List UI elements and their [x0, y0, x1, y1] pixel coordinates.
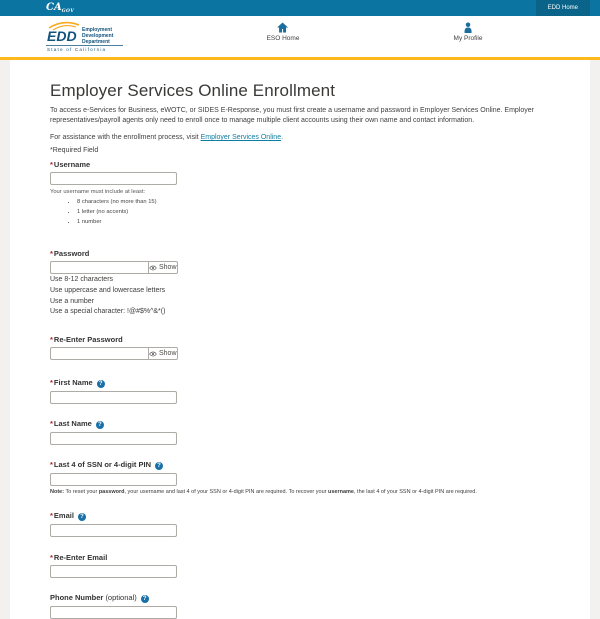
edd-logo[interactable]: [45, 21, 125, 58]
ssn-pin-group: [50, 460, 550, 496]
help-icon[interactable]: ?: [97, 380, 105, 388]
help-icon[interactable]: ?: [141, 595, 149, 603]
first-name-input[interactable]: [50, 391, 177, 404]
phone-label: [50, 593, 550, 603]
svg-text:Department: Department: [82, 39, 110, 45]
phone-optional-suffix: (optional): [105, 593, 137, 603]
intro-text: To access e-Services for Business, eWOTC, or SIDES E-Response, you must first create a username and password in Employer Services Online. Employer representatives/payroll agents only need to enroll once to manage multiple client accounts using their own name and contact information.: [50, 107, 534, 124]
show-reenter-password-label: Show: [159, 350, 177, 358]
last-name-label: [50, 419, 550, 429]
required-asterisk: *: [50, 511, 53, 521]
help-icon[interactable]: ?: [155, 462, 163, 470]
password-label: [50, 249, 550, 258]
ca-gov-logo-sub: GOV: [61, 9, 75, 14]
required-asterisk: *: [50, 378, 53, 388]
ssn-note-part: , the last 4 of your SSN or 4-digit PIN are required.: [354, 489, 477, 496]
nav-my-profile-label: My Profile: [453, 35, 483, 42]
username-label-text: Username: [53, 160, 91, 169]
username-input[interactable]: [50, 172, 177, 185]
eye-icon: [149, 351, 157, 357]
phone-input[interactable]: [50, 606, 177, 619]
nav-eso-home[interactable]: [267, 22, 300, 42]
home-icon: [277, 22, 289, 33]
ssn-pin-label: [50, 460, 550, 470]
ssn-note-part: , your username and last 4 of your SSN or 4-digit PIN are required. To recover your: [124, 489, 328, 496]
password-label-text: Password: [53, 249, 90, 258]
required-asterisk: *: [50, 249, 53, 258]
required-field-note: *Required Field: [50, 147, 99, 154]
svg-text:Employment: Employment: [82, 27, 113, 33]
reenter-email-group: [50, 553, 550, 578]
ssn-pin-note: [50, 489, 550, 496]
password-rule: Use 8-12 characters: [50, 276, 114, 283]
first-name-label-text: First Name: [53, 378, 93, 388]
assistance-text: [50, 133, 550, 142]
password-input-wrap: [50, 261, 177, 274]
username-rules-title: Your username must include at least:: [50, 189, 146, 195]
last-name-label-text: Last Name: [53, 419, 92, 429]
email-label: [50, 511, 550, 521]
show-password-button[interactable]: [148, 261, 178, 274]
password-group: [50, 249, 550, 317]
password-rule: Use a special character: !@#$%^&*(): [50, 308, 166, 316]
edd-home-link-label: EDD Home: [547, 5, 578, 11]
ssn-note-part: Note:: [50, 489, 65, 496]
username-rule: • 8 characters (no more than 15): [77, 198, 550, 207]
required-asterisk: *: [50, 460, 53, 470]
last-name-group: [50, 419, 550, 445]
page-title: Employer Services Online Enrollment: [50, 81, 336, 100]
ssn-note-part: password: [98, 489, 125, 496]
assistance-prefix: For assistance with the enrollment process, visit: [50, 134, 201, 141]
username-group: [50, 160, 550, 227]
reenter-password-label: [50, 335, 550, 344]
nav-eso-home-label: ESO Home: [266, 35, 300, 42]
edd-home-link[interactable]: [536, 0, 590, 16]
svg-text:Development: Development: [82, 33, 114, 39]
site-header: [0, 16, 600, 57]
edd-logo-graphic: [45, 21, 125, 53]
reenter-password-input[interactable]: [50, 347, 148, 360]
svg-text:State of California: State of California: [47, 47, 107, 52]
reenter-email-label: [50, 553, 550, 562]
required-asterisk: *: [50, 419, 53, 429]
ssn-pin-input[interactable]: [50, 473, 177, 486]
required-asterisk: *: [50, 553, 53, 563]
password-rules: [50, 276, 550, 317]
phone-group: [50, 593, 550, 619]
username-label: [50, 160, 550, 169]
username-rule: • 1 number: [77, 218, 550, 227]
employer-services-online-link[interactable]: Employer Services Online: [200, 134, 282, 141]
help-icon[interactable]: ?: [96, 421, 104, 429]
ssn-note-part: username: [328, 489, 354, 496]
email-group: [50, 511, 550, 537]
ssn-note-part: To reset your: [64, 489, 99, 496]
top-utility-bar: [0, 0, 600, 16]
reenter-email-label-text: Re-Enter Email: [53, 553, 108, 563]
last-name-input[interactable]: [50, 432, 177, 445]
email-label-text: Email: [53, 511, 74, 521]
svg-text:EDD: EDD: [47, 28, 77, 44]
help-icon[interactable]: ?: [78, 513, 86, 521]
reenter-email-input[interactable]: [50, 565, 177, 578]
username-rules-list: [50, 198, 550, 227]
reenter-password-input-wrap: [50, 347, 177, 360]
ca-gov-logo-text: CA: [46, 2, 62, 13]
password-rule: Use uppercase and lowercase letters: [50, 286, 166, 294]
required-asterisk: *: [50, 335, 53, 345]
person-icon: [463, 22, 474, 33]
first-name-group: [50, 378, 550, 404]
username-rule: • 1 letter (no accents): [77, 208, 550, 217]
email-input[interactable]: [50, 524, 177, 537]
nav-my-profile[interactable]: [454, 22, 483, 42]
required-asterisk: *: [50, 160, 53, 169]
show-password-label: Show: [159, 264, 177, 271]
password-input[interactable]: [50, 261, 148, 274]
enrollment-form-card: [10, 60, 590, 619]
eye-icon: [149, 265, 157, 271]
reenter-password-label-text: Re-Enter Password: [53, 335, 123, 345]
assistance-suffix: .: [281, 134, 284, 141]
reenter-password-group: [50, 335, 550, 360]
phone-label-text: Phone Number: [50, 593, 104, 603]
password-rule: Use a number: [50, 297, 94, 305]
ssn-pin-label-text: Last 4 of SSN or 4-digit PIN: [53, 460, 152, 470]
first-name-label: [50, 378, 550, 388]
show-reenter-password-button[interactable]: [148, 347, 178, 360]
